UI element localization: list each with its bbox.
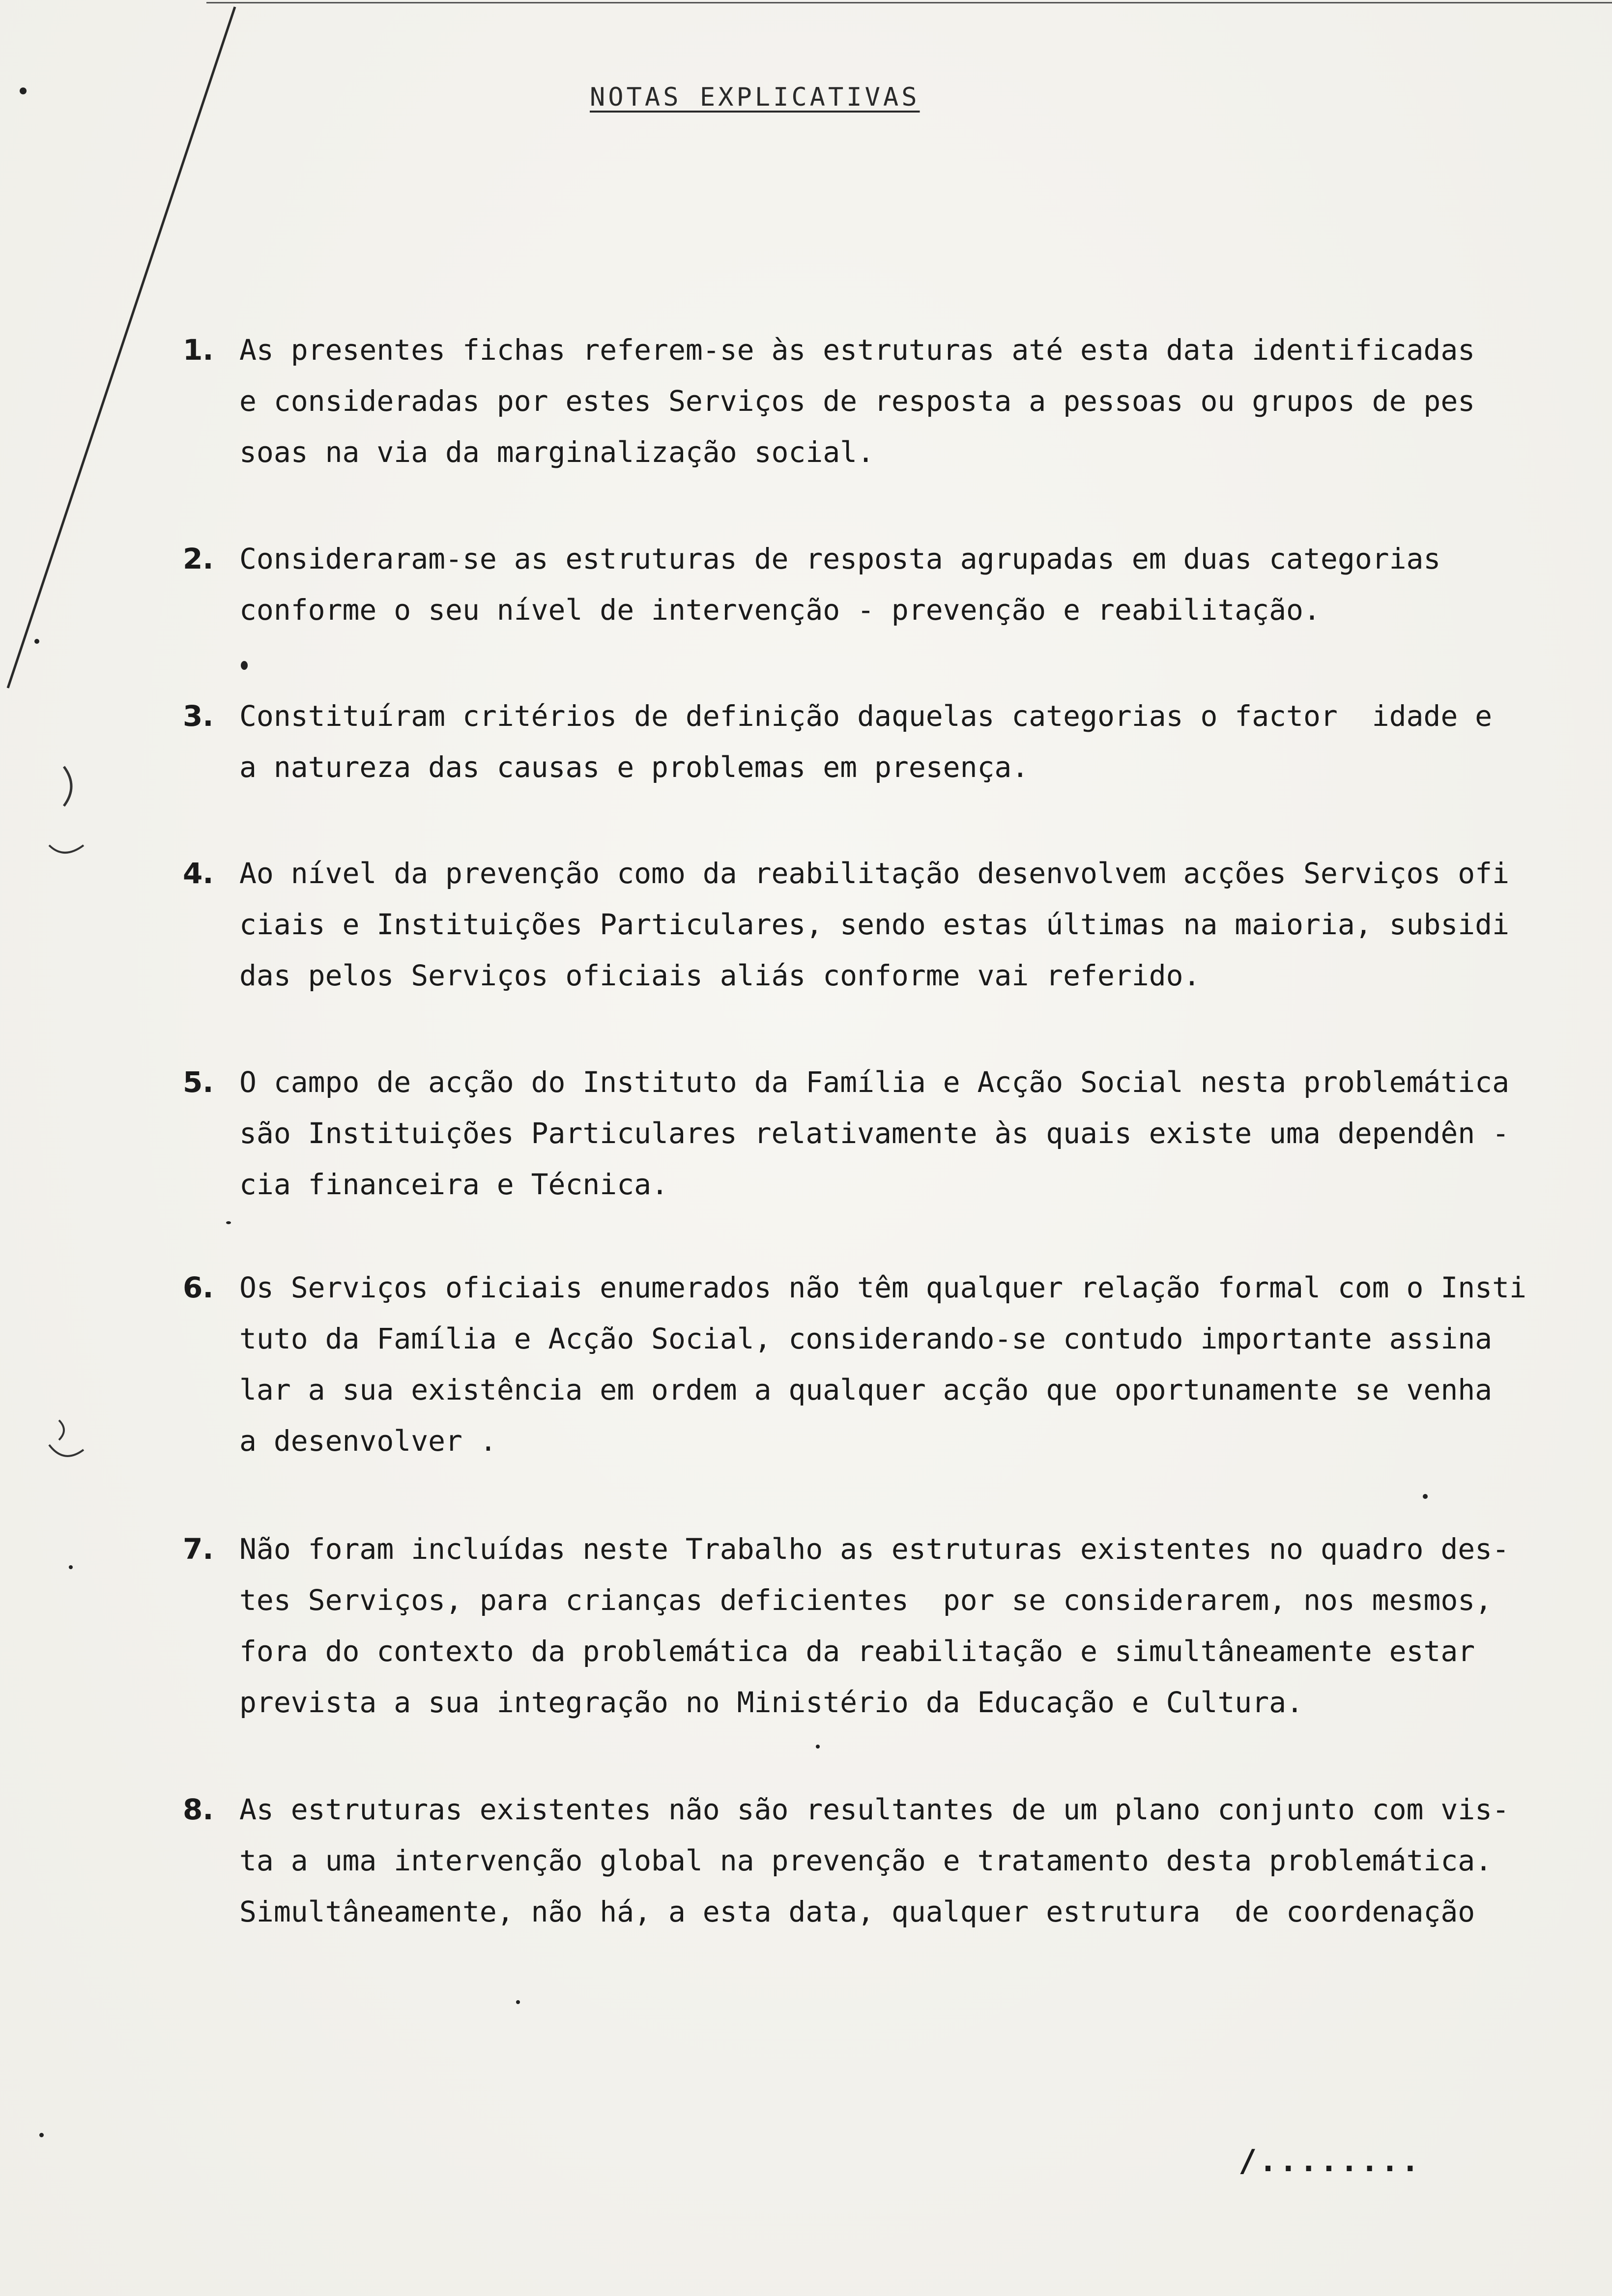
list-item	[183, 324, 1569, 478]
scan-speck	[816, 1745, 820, 1749]
list-item	[183, 1262, 1569, 1466]
item-line: conforme o seu nível de intervenção - prevenção e reabilitação.	[239, 593, 1321, 627]
item-line: cia financeira e Técnica.	[239, 1168, 668, 1201]
item-line: são Instituições Particulares relativamente às quais existe uma dependên -	[239, 1117, 1510, 1150]
item-line: Não foram incluídas neste Trabalho as estruturas existentes no quadro des-	[239, 1532, 1510, 1566]
item-line: O campo de acção do Instituto da Família e Acção Social nesta problemática	[239, 1065, 1510, 1099]
item-line: fora do contexto da problemática da reabilitação e simultâneamente estar	[239, 1635, 1475, 1668]
margin-pencil-marks	[44, 757, 103, 904]
item-line: soas na via da marginalização social.	[239, 435, 875, 469]
item-line: ciais e Instituições Particulares, sendo estas últimas na maioria, subsidi	[239, 908, 1510, 941]
item-line: e consideradas por estes Serviços de resposta a pessoas ou grupos de pes	[239, 384, 1475, 418]
item-line: lar a sua existência em ordem a qualquer acção que oportunamente se venha	[239, 1373, 1493, 1406]
item-line: Constituíram critérios de definição daquelas categorias o factor idade e	[239, 699, 1493, 733]
item-line: Os Serviços oficiais enumerados não têm qualquer relação formal com o Insti	[239, 1271, 1526, 1304]
list-item	[183, 1057, 1569, 1210]
item-line: a natureza das causas e problemas em presença.	[239, 750, 1029, 784]
item-number: 1.	[183, 333, 214, 367]
item-line: Ao nível da prevenção como da reabilitação desenvolvem acções Serviços ofi	[239, 857, 1510, 890]
scan-speck	[69, 1565, 73, 1569]
item-line: a desenvolver .	[239, 1424, 497, 1458]
item-line: tes Serviços, para crianças deficientes por se considerarem, nos mesmos,	[239, 1583, 1493, 1617]
item-line: ta a uma intervenção global na prevenção e tratamento desta problemática.	[239, 1844, 1493, 1877]
list-item	[183, 848, 1569, 1001]
item-line: As presentes fichas referem-se às estruturas até esta data identificadas	[239, 333, 1475, 367]
item-number: 7.	[183, 1532, 214, 1566]
document-title: NOTAS EXPLICATIVAS	[590, 83, 920, 112]
list-item	[183, 533, 1569, 635]
item-line: Consideraram-se as estruturas de resposta agrupadas em duas categorias	[239, 542, 1441, 575]
item-line: Simultâneamente, não há, a esta data, qualquer estrutura de coordenação	[239, 1895, 1475, 1928]
margin-pencil-marks	[44, 1415, 103, 1484]
item-line: tuto da Família e Acção Social, considerando-se contudo importante assina	[239, 1322, 1493, 1355]
list-item	[183, 1523, 1569, 1728]
item-number: 6.	[183, 1271, 214, 1304]
continuation-mark: /........	[1238, 2143, 1421, 2179]
scan-speck	[241, 661, 248, 670]
item-number: 2.	[183, 542, 214, 575]
item-number: 4.	[183, 857, 214, 890]
item-line: das pelos Serviços oficiais aliás conforme vai referido.	[239, 959, 1201, 992]
scan-speck	[516, 2000, 520, 2004]
top-edge-rule	[206, 2, 1612, 3]
item-line: As estruturas existentes não são resultantes de um plano conjunto com vis-	[239, 1793, 1510, 1826]
scan-speck	[20, 87, 27, 94]
item-number: 5.	[183, 1065, 214, 1099]
item-number: 3.	[183, 699, 214, 733]
scan-speck	[226, 1221, 231, 1224]
list-item	[183, 690, 1569, 793]
scan-speck	[1423, 1494, 1428, 1499]
item-number: 8.	[183, 1793, 214, 1826]
scan-speck	[39, 2133, 44, 2137]
scan-speck	[34, 639, 39, 644]
item-line: prevista a sua integração no Ministério da Educação e Cultura.	[239, 1686, 1303, 1719]
list-item	[183, 1784, 1569, 1937]
